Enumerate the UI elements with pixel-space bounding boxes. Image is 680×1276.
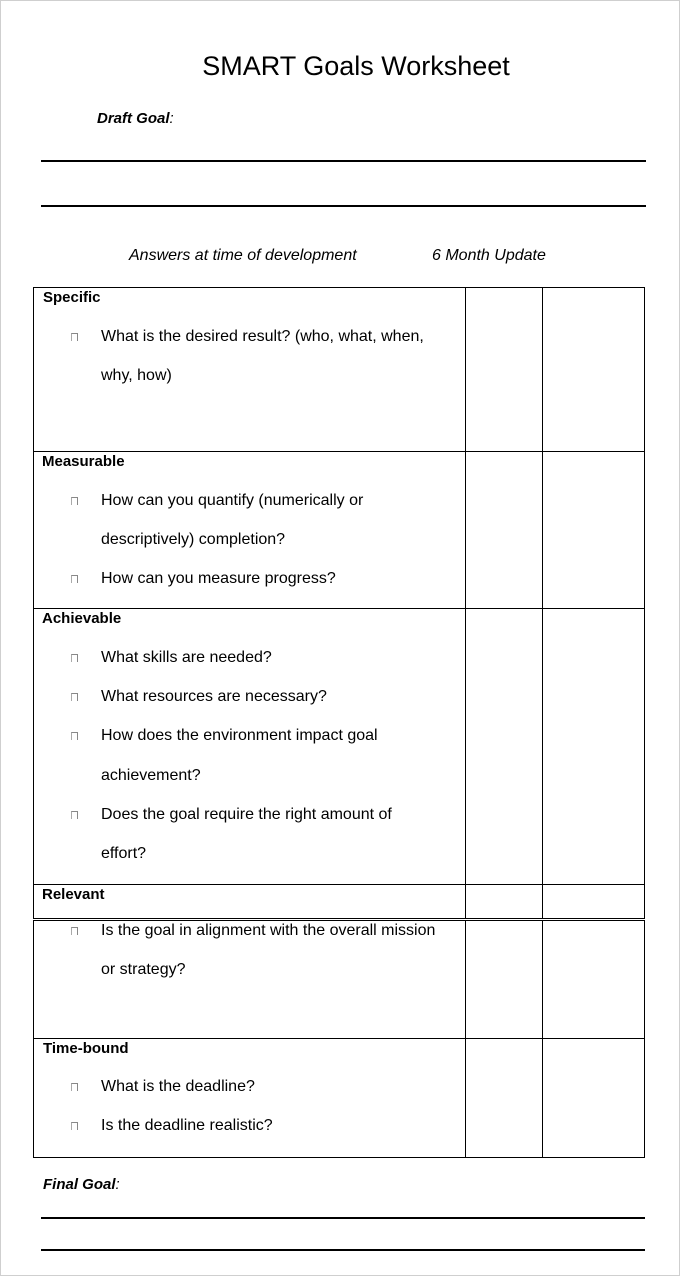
section-title-time-bound: Time-bound bbox=[43, 1040, 129, 1057]
checkbox-bullet-icon bbox=[71, 654, 78, 662]
section-title-relevant: Relevant bbox=[42, 886, 105, 903]
section-title-specific: Specific bbox=[43, 289, 101, 306]
relevant-update-cell bbox=[542, 920, 645, 1039]
relevant-question-1-line-2: or strategy? bbox=[101, 961, 186, 978]
checkbox-bullet-icon bbox=[71, 811, 78, 819]
section-title-achievable: Achievable bbox=[42, 610, 122, 627]
column-header-update: 6 Month Update bbox=[432, 247, 546, 264]
time-bound-question-2: Is the deadline realistic? bbox=[101, 1117, 273, 1134]
checkbox-bullet-icon bbox=[71, 1083, 78, 1091]
achievable-update-cell bbox=[542, 608, 645, 885]
final-goal-label bbox=[43, 1176, 120, 1193]
achievable-question-4-line-2: effort? bbox=[101, 845, 147, 862]
measurable-answer-cell bbox=[465, 451, 543, 609]
achievable-question-3-line-2: achievement? bbox=[101, 767, 201, 784]
time-bound-answer-cell bbox=[465, 1038, 543, 1158]
final-goal-line-1 bbox=[41, 1217, 645, 1219]
achievable-answer-cell bbox=[465, 608, 543, 885]
checkbox-bullet-icon bbox=[71, 497, 78, 505]
section-title-measurable: Measurable bbox=[42, 453, 125, 470]
checkbox-bullet-icon bbox=[71, 1122, 78, 1130]
achievable-question-1: What skills are needed? bbox=[101, 649, 272, 666]
final-goal-text: Final Goal bbox=[43, 1176, 116, 1193]
measurable-question-2: How can you measure progress? bbox=[101, 570, 336, 587]
time-bound-question-1: What is the deadline? bbox=[101, 1078, 255, 1095]
relevant-answer-cell bbox=[465, 920, 543, 1039]
time-bound-update-cell bbox=[542, 1038, 645, 1158]
column-header-answers: Answers at time of development bbox=[129, 247, 357, 264]
checkbox-bullet-icon bbox=[71, 732, 78, 740]
final-goal-line-2 bbox=[41, 1249, 645, 1251]
specific-update-cell bbox=[542, 287, 645, 452]
specific-question-1-line-1: What is the desired result? (who, what, when, bbox=[101, 328, 424, 345]
measurable-update-cell bbox=[542, 451, 645, 609]
draft-goal-text: Draft Goal bbox=[97, 110, 170, 127]
draft-goal-label bbox=[97, 110, 174, 127]
page-title: SMART Goals Worksheet bbox=[202, 51, 510, 81]
specific-question-cell bbox=[33, 287, 466, 452]
final-goal-colon: : bbox=[115, 1176, 120, 1193]
specific-question-1-line-2: why, how) bbox=[101, 367, 172, 384]
relevant-question-1-line-1: Is the goal in alignment with the overall mission bbox=[101, 922, 436, 939]
measurable-question-1-line-2: descriptively) completion? bbox=[101, 531, 286, 548]
specific-answer-cell bbox=[465, 287, 543, 452]
draft-goal-colon: : bbox=[169, 110, 174, 127]
achievable-question-3-line-1: How does the environment impact goal bbox=[101, 727, 378, 744]
checkbox-bullet-icon bbox=[71, 693, 78, 701]
achievable-question-2: What resources are necessary? bbox=[101, 688, 327, 705]
relevant-header-answer-cell bbox=[465, 884, 543, 919]
draft-goal-line-2 bbox=[41, 205, 646, 207]
checkbox-bullet-icon bbox=[71, 575, 78, 583]
checkbox-bullet-icon bbox=[71, 927, 78, 935]
achievable-question-4-line-1: Does the goal require the right amount of bbox=[101, 806, 392, 823]
checkbox-bullet-icon bbox=[71, 333, 78, 341]
draft-goal-line-1 bbox=[41, 160, 646, 162]
relevant-header-update-cell bbox=[542, 884, 645, 919]
measurable-question-1-line-1: How can you quantify (numerically or bbox=[101, 492, 364, 509]
